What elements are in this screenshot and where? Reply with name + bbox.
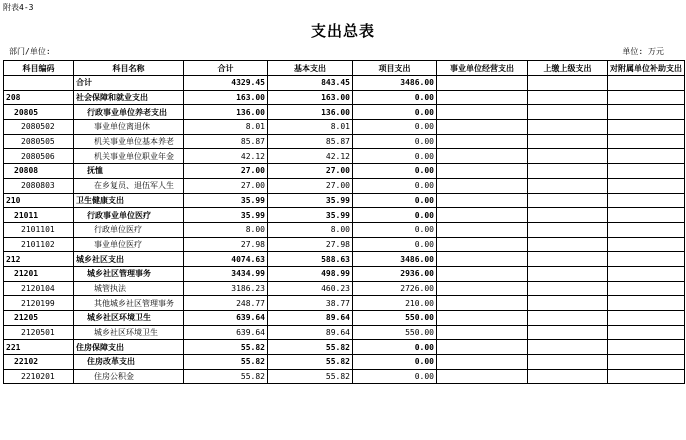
cell-name: 住房改革支出	[74, 355, 184, 370]
cell-subsidy	[608, 281, 685, 296]
cell-business	[437, 76, 528, 91]
cell-subsidy	[608, 105, 685, 120]
cell-total: 8.00	[184, 222, 268, 237]
cell-basic: 89.64	[268, 325, 353, 340]
cell-code: 20805	[4, 105, 74, 120]
cell-total: 42.12	[184, 149, 268, 164]
cell-total: 639.64	[184, 325, 268, 340]
cell-remit	[528, 369, 608, 384]
cell-project: 0.00	[353, 355, 437, 370]
cell-basic: 89.64	[268, 311, 353, 326]
table-row	[4, 369, 685, 384]
cell-remit	[528, 311, 608, 326]
cell-subsidy	[608, 178, 685, 193]
table-row	[4, 120, 685, 135]
cell-project: 3486.00	[353, 76, 437, 91]
cell-code: 2210201	[4, 369, 74, 384]
cell-total: 55.82	[184, 369, 268, 384]
table-row	[4, 149, 685, 164]
column-header: 科目名称	[74, 61, 184, 76]
table-row	[4, 105, 685, 120]
table-row	[4, 266, 685, 281]
cell-subsidy	[608, 237, 685, 252]
cell-total: 27.00	[184, 164, 268, 179]
cell-remit	[528, 296, 608, 311]
cell-total: 27.98	[184, 237, 268, 252]
cell-subsidy	[608, 355, 685, 370]
cell-name: 住房公积金	[74, 369, 184, 384]
cell-code: 2080505	[4, 134, 74, 149]
cell-name: 事业单位医疗	[74, 237, 184, 252]
table-row	[4, 90, 685, 105]
cell-basic: 27.00	[268, 178, 353, 193]
cell-name: 抚恤	[74, 164, 184, 179]
cell-business	[437, 193, 528, 208]
table-body	[4, 76, 685, 384]
table-row	[4, 252, 685, 267]
cell-remit	[528, 164, 608, 179]
cell-project: 0.00	[353, 120, 437, 135]
cell-project: 210.00	[353, 296, 437, 311]
table-row	[4, 178, 685, 193]
cell-basic: 843.45	[268, 76, 353, 91]
cell-name: 机关事业单位基本养老	[74, 134, 184, 149]
cell-subsidy	[608, 311, 685, 326]
cell-name: 机关事业单位职业年金	[74, 149, 184, 164]
cell-project: 0.00	[353, 340, 437, 355]
cell-total: 55.82	[184, 340, 268, 355]
table-row	[4, 164, 685, 179]
cell-total: 163.00	[184, 90, 268, 105]
cell-project: 0.00	[353, 90, 437, 105]
dept-label: 部门/单位:	[9, 47, 51, 56]
cell-basic: 27.98	[268, 237, 353, 252]
cell-code: 221	[4, 340, 74, 355]
cell-business	[437, 164, 528, 179]
cell-name: 合计	[74, 76, 184, 91]
cell-remit	[528, 355, 608, 370]
cell-code	[4, 76, 74, 91]
cell-code: 2120104	[4, 281, 74, 296]
cell-remit	[528, 222, 608, 237]
cell-business	[437, 340, 528, 355]
cell-code: 2120199	[4, 296, 74, 311]
cell-business	[437, 134, 528, 149]
cell-code: 2101101	[4, 222, 74, 237]
expenditure-table	[3, 60, 685, 384]
cell-total: 4329.45	[184, 76, 268, 91]
cell-business	[437, 178, 528, 193]
table-row	[4, 134, 685, 149]
cell-remit	[528, 76, 608, 91]
cell-remit	[528, 325, 608, 340]
column-header: 基本支出	[268, 61, 353, 76]
cell-project: 0.00	[353, 369, 437, 384]
cell-project: 2726.00	[353, 281, 437, 296]
cell-business	[437, 90, 528, 105]
cell-subsidy	[608, 340, 685, 355]
cell-business	[437, 325, 528, 340]
cell-code: 22102	[4, 355, 74, 370]
cell-business	[437, 266, 528, 281]
cell-total: 4074.63	[184, 252, 268, 267]
cell-remit	[528, 149, 608, 164]
cell-project: 0.00	[353, 237, 437, 252]
cell-subsidy	[608, 369, 685, 384]
unit-label: 单位: 万元	[622, 47, 664, 56]
table-note: 附表4-3	[3, 3, 34, 12]
cell-subsidy	[608, 90, 685, 105]
cell-project: 2936.00	[353, 266, 437, 281]
table-row	[4, 237, 685, 252]
cell-remit	[528, 252, 608, 267]
column-header: 对附属单位补助支出	[608, 61, 685, 76]
table-row	[4, 325, 685, 340]
cell-subsidy	[608, 222, 685, 237]
cell-basic: 55.82	[268, 340, 353, 355]
cell-project: 0.00	[353, 164, 437, 179]
table-row	[4, 193, 685, 208]
cell-code: 2101102	[4, 237, 74, 252]
cell-code: 21011	[4, 208, 74, 223]
table-row	[4, 208, 685, 223]
cell-project: 0.00	[353, 134, 437, 149]
cell-code: 210	[4, 193, 74, 208]
cell-basic: 460.23	[268, 281, 353, 296]
cell-basic: 42.12	[268, 149, 353, 164]
cell-subsidy	[608, 296, 685, 311]
column-header: 项目支出	[353, 61, 437, 76]
column-header: 事业单位经营支出	[437, 61, 528, 76]
cell-name: 住房保障支出	[74, 340, 184, 355]
cell-name: 卫生健康支出	[74, 193, 184, 208]
cell-remit	[528, 134, 608, 149]
cell-remit	[528, 281, 608, 296]
cell-basic: 27.00	[268, 164, 353, 179]
column-header: 合计	[184, 61, 268, 76]
column-header: 科目编码	[4, 61, 74, 76]
cell-subsidy	[608, 149, 685, 164]
table-row	[4, 222, 685, 237]
cell-total: 27.00	[184, 178, 268, 193]
cell-total: 3186.23	[184, 281, 268, 296]
cell-remit	[528, 90, 608, 105]
cell-total: 248.77	[184, 296, 268, 311]
cell-subsidy	[608, 208, 685, 223]
column-header: 上缴上级支出	[528, 61, 608, 76]
cell-business	[437, 296, 528, 311]
cell-name: 城乡社区管理事务	[74, 266, 184, 281]
cell-business	[437, 237, 528, 252]
cell-code: 2080803	[4, 178, 74, 193]
cell-remit	[528, 120, 608, 135]
cell-basic: 85.87	[268, 134, 353, 149]
page-title: 支出总表	[310, 22, 375, 40]
cell-basic: 498.99	[268, 266, 353, 281]
cell-subsidy	[608, 266, 685, 281]
cell-project: 550.00	[353, 325, 437, 340]
cell-code: 20808	[4, 164, 74, 179]
cell-remit	[528, 237, 608, 252]
cell-name: 城乡社区环境卫生	[74, 325, 184, 340]
cell-subsidy	[608, 76, 685, 91]
cell-project: 0.00	[353, 178, 437, 193]
cell-business	[437, 149, 528, 164]
cell-business	[437, 369, 528, 384]
cell-basic: 588.63	[268, 252, 353, 267]
cell-code: 2080502	[4, 120, 74, 135]
cell-project: 550.00	[353, 311, 437, 326]
cell-basic: 163.00	[268, 90, 353, 105]
cell-business	[437, 222, 528, 237]
cell-total: 35.99	[184, 193, 268, 208]
cell-business	[437, 355, 528, 370]
table-row	[4, 340, 685, 355]
cell-remit	[528, 340, 608, 355]
cell-business	[437, 105, 528, 120]
cell-basic: 55.82	[268, 355, 353, 370]
table-row	[4, 76, 685, 91]
cell-project: 0.00	[353, 149, 437, 164]
cell-business	[437, 120, 528, 135]
cell-name: 行政事业单位医疗	[74, 208, 184, 223]
cell-subsidy	[608, 120, 685, 135]
cell-project: 0.00	[353, 208, 437, 223]
cell-name: 城乡社区支出	[74, 252, 184, 267]
cell-name: 社会保障和就业支出	[74, 90, 184, 105]
cell-business	[437, 252, 528, 267]
cell-code: 2080506	[4, 149, 74, 164]
cell-total: 35.99	[184, 208, 268, 223]
table-row	[4, 296, 685, 311]
cell-name: 行政事业单位养老支出	[74, 105, 184, 120]
table-header-row	[4, 61, 685, 76]
cell-name: 在乡复员、退伍军人生	[74, 178, 184, 193]
cell-subsidy	[608, 252, 685, 267]
cell-name: 事业单位离退休	[74, 120, 184, 135]
cell-subsidy	[608, 193, 685, 208]
cell-basic: 38.77	[268, 296, 353, 311]
cell-code: 21201	[4, 266, 74, 281]
cell-project: 0.00	[353, 105, 437, 120]
cell-business	[437, 208, 528, 223]
cell-code: 212	[4, 252, 74, 267]
cell-name: 城乡社区环境卫生	[74, 311, 184, 326]
cell-remit	[528, 193, 608, 208]
cell-business	[437, 311, 528, 326]
cell-subsidy	[608, 164, 685, 179]
cell-remit	[528, 208, 608, 223]
cell-basic: 8.01	[268, 120, 353, 135]
cell-basic: 136.00	[268, 105, 353, 120]
cell-total: 55.82	[184, 355, 268, 370]
cell-name: 其他城乡社区管理事务	[74, 296, 184, 311]
cell-remit	[528, 178, 608, 193]
cell-total: 639.64	[184, 311, 268, 326]
cell-business	[437, 281, 528, 296]
table-row	[4, 311, 685, 326]
table-row	[4, 281, 685, 296]
cell-subsidy	[608, 325, 685, 340]
cell-basic: 35.99	[268, 193, 353, 208]
cell-project: 0.00	[353, 222, 437, 237]
cell-remit	[528, 266, 608, 281]
cell-basic: 55.82	[268, 369, 353, 384]
cell-project: 3486.00	[353, 252, 437, 267]
cell-name: 行政单位医疗	[74, 222, 184, 237]
cell-total: 3434.99	[184, 266, 268, 281]
cell-name: 城管执法	[74, 281, 184, 296]
cell-total: 136.00	[184, 105, 268, 120]
cell-project: 0.00	[353, 193, 437, 208]
cell-subsidy	[608, 134, 685, 149]
cell-remit	[528, 105, 608, 120]
cell-code: 2120501	[4, 325, 74, 340]
cell-basic: 35.99	[268, 208, 353, 223]
cell-basic: 8.00	[268, 222, 353, 237]
table-row	[4, 355, 685, 370]
cell-code: 208	[4, 90, 74, 105]
cell-total: 8.01	[184, 120, 268, 135]
cell-code: 21205	[4, 311, 74, 326]
cell-total: 85.87	[184, 134, 268, 149]
